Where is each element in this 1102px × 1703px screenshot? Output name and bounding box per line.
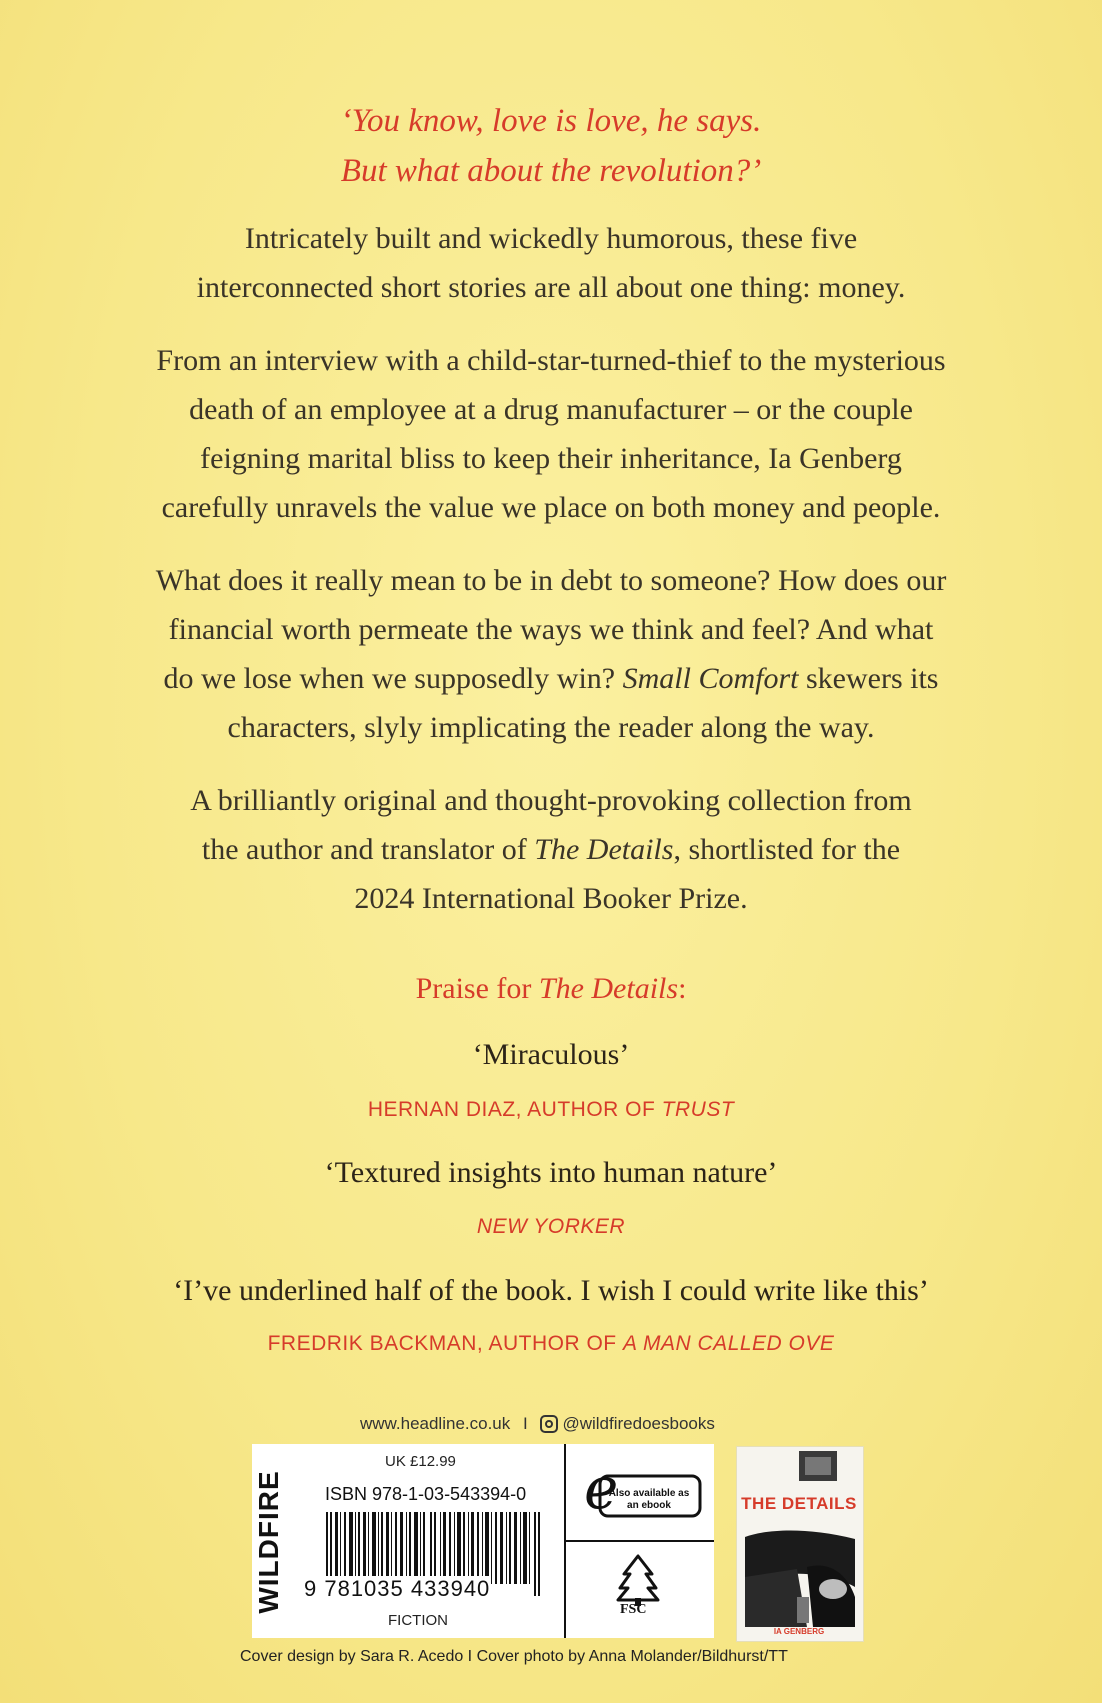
website-link[interactable]: www.headline.co.uk <box>360 1414 511 1433</box>
blurb-text: the author and translator of <box>201 833 535 866</box>
blurb-line <box>60 654 1042 703</box>
book-title-the-details: The Details <box>534 833 674 866</box>
blurb-paragraph-4 <box>60 776 1042 923</box>
category-label: FICTION <box>388 1612 448 1629</box>
panel-divider-horizontal <box>566 1540 714 1542</box>
blurb-line: A brilliantly original and thought-provoking collection from <box>190 784 912 817</box>
social-handle-link[interactable]: @wildfiredoesbooks <box>562 1414 715 1433</box>
blurb-text: do we lose when we supposedly win? <box>163 662 623 695</box>
book-title-small-comfort: Small Comfort <box>622 662 799 695</box>
blurb-line: What does it really mean to be in debt to someone? How does our <box>155 564 947 597</box>
praise-heading-suffix: : <box>678 972 687 1005</box>
attribution-title: TRUST <box>661 1098 735 1121</box>
blurb-line <box>60 825 1042 874</box>
blurb-line: From an interview with a child-star-turned-thief to the mysterious <box>156 344 946 377</box>
praise-attribution-2 <box>60 1215 1042 1239</box>
instagram-icon <box>540 1415 558 1433</box>
tagline-line-1: ‘You know, love is love, he says. <box>340 103 762 139</box>
isbn-label: ISBN 978-1-03-543394-0 <box>325 1484 527 1504</box>
attribution-title: A MAN CALLED OVE <box>622 1332 835 1355</box>
blurb-paragraph-2 <box>60 336 1042 532</box>
book-ad-author: IA GENBERG <box>773 1627 825 1636</box>
imprint-logo <box>252 1444 286 1638</box>
praise-quote-2: ‘Textured insights into human nature’ <box>324 1156 778 1189</box>
publisher-links <box>360 1414 715 1434</box>
praise-heading <box>60 972 1042 1006</box>
blurb-line: death of an employee at a drug manufacturer – or the couple <box>189 393 913 426</box>
tagline-line-2: But what about the revolution?’ <box>340 153 762 189</box>
blurb-line: Intricately built and wickedly humorous, these five <box>244 222 858 255</box>
praise-heading-prefix: Praise for <box>415 972 539 1005</box>
book-cover-photo <box>737 1447 863 1641</box>
link-separator: I <box>523 1414 528 1433</box>
praise-attribution-3 <box>60 1332 1042 1356</box>
blurb-text: , shortlisted for the <box>673 833 901 866</box>
attribution-text: HERNAN DIAZ, AUTHOR OF <box>367 1098 662 1121</box>
praise-heading-title: The Details <box>538 972 679 1005</box>
barcode-digits: 9 781035 433940 <box>304 1576 491 1601</box>
svg-text:e: e <box>584 1456 619 1520</box>
blurb-line: 2024 International Booker Prize. <box>354 882 748 915</box>
praise-quote-1: ‘Miraculous’ <box>472 1038 630 1071</box>
attribution-title: NEW YORKER <box>476 1215 626 1238</box>
imprint-name: WILDFIRE <box>253 1470 284 1614</box>
tagline-quote <box>60 96 1042 196</box>
fsc-label: FSC <box>620 1602 647 1617</box>
blurb-line: characters, slyly implicating the reader along the way. <box>227 711 875 744</box>
blurb-line: interconnected short stories are all about one thing: money. <box>196 271 906 304</box>
price-label: UK £12.99 <box>385 1453 456 1470</box>
blurb-line: carefully unravels the value we place on both money and people. <box>161 491 941 524</box>
blurb-line: feigning marital bliss to keep their inheritance, Ia Genberg <box>200 442 902 475</box>
praise-attribution-1 <box>60 1098 1042 1122</box>
blurb-text: skewers its <box>798 662 939 695</box>
blurb-paragraph-3 <box>60 556 1042 752</box>
blurb-paragraph-1 <box>60 214 1042 312</box>
praise-quote-3: ‘I’ve underlined half of the book. I wish I could write like this’ <box>173 1274 929 1307</box>
book-ad-title: THE DETAILS <box>741 1494 857 1513</box>
blurb-line: financial worth permeate the ways we think and feel? And what <box>168 613 934 646</box>
book-ad-thumbnail <box>736 1446 864 1642</box>
ebook-label: Also available as an ebook <box>608 1488 690 1511</box>
cover-credits: Cover design by Sara R. Acedo I Cover photo by Anna Molander/Bildhurst/TT <box>240 1648 788 1665</box>
attribution-text: FREDRIK BACKMAN, AUTHOR OF <box>267 1332 623 1355</box>
